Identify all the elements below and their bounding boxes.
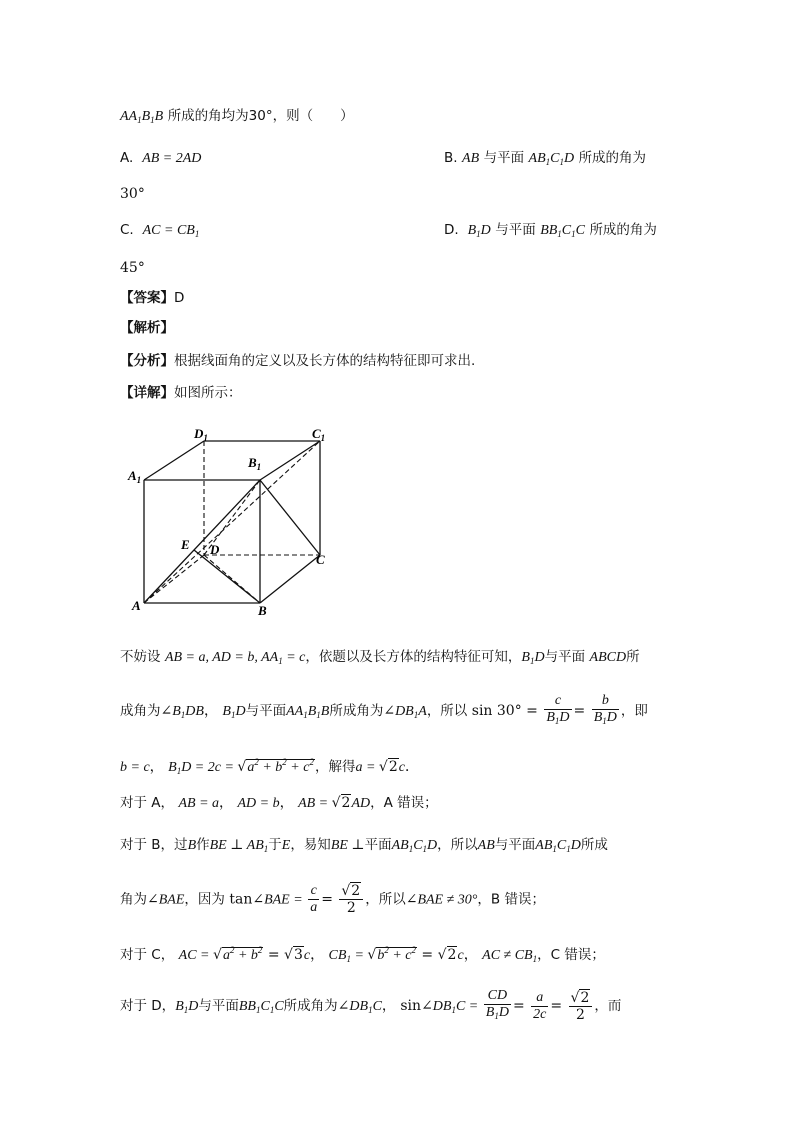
- label-e: E: [181, 537, 190, 552]
- option-d-wrap: 45°: [120, 260, 145, 276]
- cuboid-figure: [124, 420, 344, 620]
- option-d: D. $B_1D$ 与平面 $BB_1C_1C$ 所成的角为: [444, 222, 657, 239]
- label-d: D: [210, 542, 220, 557]
- solution-line-8: 对于 D，$B_1D$与平面$BB_1C_1C$所成角为$\angle DB_1C$， $\sin\angle DB_1C$ = $\frac{CD}{B_1D}$ = $\frac{a}{2c}$ = $\frac{√2}{2}$ ，而: [120, 988, 622, 1023]
- solution-line-7: 对于 C， AC = $√a^2 + b^2 = √3c$， $CB_1 = √b^2 + c^2 = √2c$， AC ≠ $CB_1$，C 错误；: [120, 945, 605, 964]
- solution-line-4: 对于 A， AB = a， AD = b， AB = √2AD，A 错误；: [120, 795, 438, 811]
- option-b-wrap: 30°: [120, 186, 145, 202]
- label-d1: $D_1$: [194, 426, 208, 443]
- fenxi-line: 【分析】根据线面角的定义以及长方体的结构特征即可求出.: [120, 353, 476, 369]
- option-a: A. AB = 2AD: [120, 150, 202, 166]
- label-a: A: [132, 598, 141, 613]
- solution-line-2: 成角为$\angle B_1DB$， $B_1D$与平面$AA_1B_1B$所成角为$\angle DB_1A$，所以 sin 30° = $\frac{c}{B_1D}$ = $\frac{b}{B_1D}$ ，即: [120, 693, 648, 726]
- option-c: C. AC = $CB_1$: [120, 222, 200, 239]
- solution-line-6: 角为∠BAE，因为 tan∠BAE = $\frac{c}{a}$ = $\frac{√2}{2}$ ，所以∠BAE ≠ 30°，B 错误；: [120, 883, 545, 916]
- solution-line-3: b = c， $B_1D = 2c = √a^2 + b^2 + c^2$，解得a = √2c．: [120, 757, 419, 776]
- option-b: B. AB 与平面 $AB_1C_1D$ 所成的角为: [444, 150, 647, 167]
- solution-line-1: 不妨设 AB = a, AD = b, $AA_1 = c$，依题以及长方体的结构特征可知，$B_1D$与平面 ABCD所: [120, 649, 640, 666]
- label-c1: $C_1$: [312, 426, 326, 443]
- label-a1: $A_1$: [128, 468, 142, 485]
- label-c: C: [316, 552, 325, 567]
- label-b1: $B_1$: [248, 455, 262, 472]
- solution-line-5: 对于 B，过B作BE ⊥ $AB_1$于E，易知BE ⊥平面$AB_1C_1D$，所以AB与平面$AB_1C_1D$所成: [120, 837, 608, 854]
- answer-line: 【答案】D: [120, 290, 185, 306]
- question-stem: $AA_1B_1B$ 所成的角均为30°，则（ ）: [120, 108, 354, 125]
- analysis-heading: 【解析】: [120, 320, 174, 336]
- detail-line: 【详解】如图所示：: [120, 385, 242, 401]
- label-b: B: [258, 603, 267, 618]
